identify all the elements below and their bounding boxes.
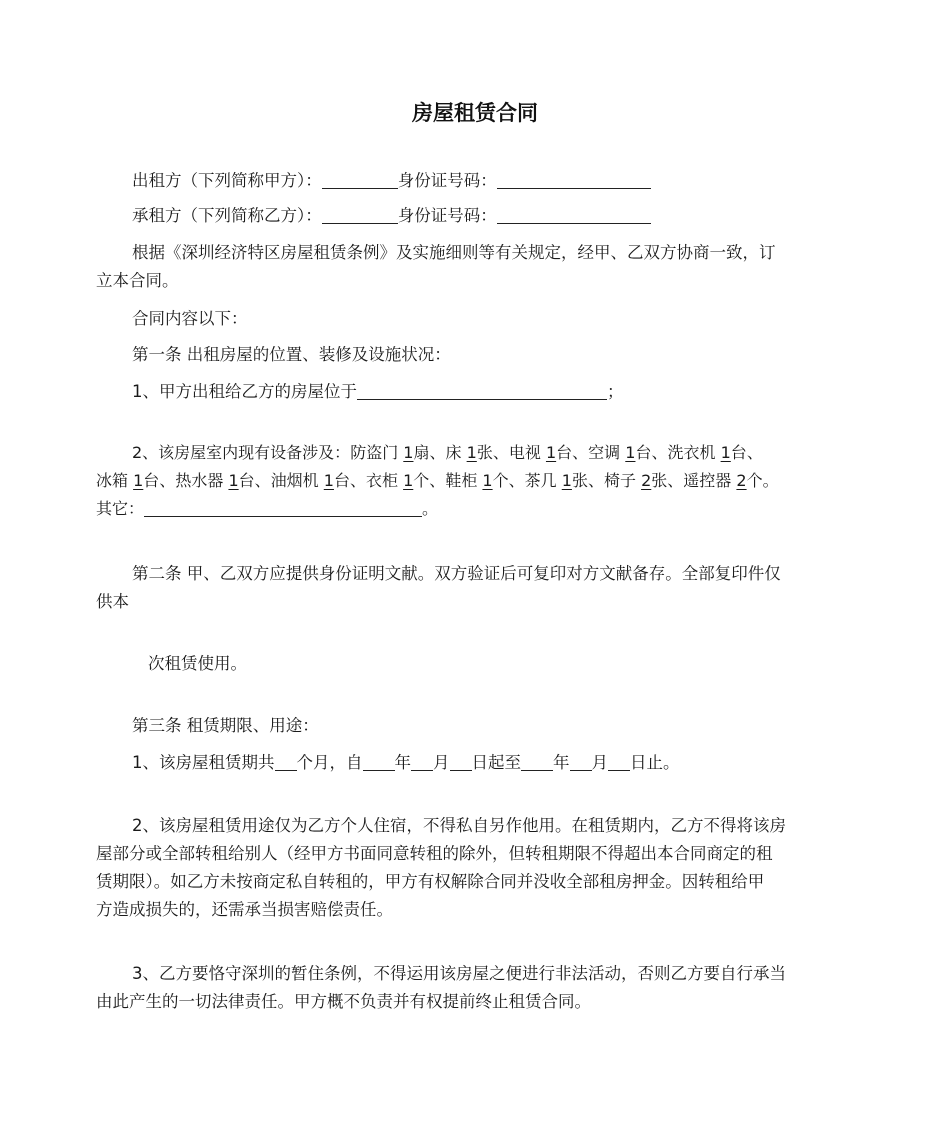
- equipment-name: 电视: [508, 443, 541, 462]
- equipment-name: 椅子: [603, 471, 636, 490]
- equipment-name: 遥控器: [683, 471, 732, 490]
- preamble-line: 根据《深圳经济特区房屋租赁条例》及实施细则等有关规定，经甲、乙双方协商一致，订: [132, 243, 776, 262]
- article2: [96, 560, 866, 616]
- equipment-qty: 1: [466, 443, 477, 462]
- equipment-item: [509, 443, 588, 462]
- equipment-qty: 1: [625, 443, 636, 462]
- equipment-name: 防盗门: [350, 443, 399, 462]
- equipment-name: 油烟机: [270, 471, 319, 490]
- end-year-blank[interactable]: [521, 753, 553, 771]
- equipment-qty: 2: [736, 471, 747, 490]
- equipment-name: 床: [445, 443, 462, 462]
- equipment-unit: 台: [730, 443, 747, 462]
- equipment-item: [175, 471, 270, 490]
- term-text: 年: [394, 753, 411, 772]
- equipment-unit: 台: [556, 443, 573, 462]
- term-text: 日止。: [630, 753, 680, 772]
- equipment-item: [446, 443, 509, 462]
- article2-line: 第二条 甲、乙双方应提供身份证明文献。双方验证后可复印对方文献备存。全部复印件仅: [132, 564, 781, 583]
- term-text: 1、该房屋租赁期共: [132, 753, 275, 772]
- contents-intro: [96, 305, 866, 333]
- equipment-item: [445, 471, 524, 490]
- equipment-name: 茶几: [524, 471, 557, 490]
- equipment-other-line: [96, 495, 866, 523]
- end-month-blank[interactable]: [570, 753, 592, 771]
- other-label: 其它：: [96, 499, 145, 518]
- start-day-blank[interactable]: [450, 753, 472, 771]
- article2-continued: [96, 650, 866, 678]
- equipment-qty: 1: [403, 443, 414, 462]
- term-text: 月: [433, 753, 450, 772]
- equipment-separator: 、: [349, 471, 366, 490]
- equipment-qty: 1: [545, 443, 557, 462]
- lessor-id-blank[interactable]: [497, 171, 651, 189]
- article3-item2: [96, 812, 866, 924]
- equipment-separator: 、: [159, 471, 176, 490]
- article3-item3-line: 由此产生的一切法律责任。甲方概不负责并有权提前终止租赁合同。: [96, 992, 591, 1011]
- equipment-separator: 、: [746, 443, 763, 462]
- preamble-line: 立本合同。: [96, 271, 179, 290]
- start-month-blank[interactable]: [411, 753, 433, 771]
- article2-line: 供本: [96, 592, 129, 611]
- lessor-id-label: 身份证号码：: [397, 171, 497, 190]
- equipment-separator: 、: [667, 471, 684, 490]
- equipment-item: [604, 471, 683, 490]
- article1-item1-end: ；: [607, 382, 624, 401]
- equipment-separator: 、: [429, 471, 446, 490]
- article3-item2-line: 方造成损失的，还需承当损害赔偿责任。: [96, 900, 393, 919]
- equipment-qty: 1: [403, 471, 414, 490]
- equipment-separator: 、: [651, 443, 668, 462]
- article3-item2-line: 屋部分或全部转租给别人（经甲方书面同意转租的除外，但转租期限不得超出本合同商定的租: [96, 844, 773, 863]
- equipment-item: [366, 471, 445, 490]
- article1-heading: [96, 341, 866, 369]
- equipment-separator: 、: [429, 443, 446, 462]
- term-months-blank[interactable]: [275, 753, 297, 771]
- article3-heading-text: 第三条 租赁期限、用途：: [132, 716, 319, 735]
- equipment-separator: 、: [492, 443, 509, 462]
- article3-item2-line: 2、该房屋租赁用途仅为乙方个人住宿，不得私自另作他用。在租赁期内，乙方不得将该房: [132, 816, 786, 835]
- lessor-label: 出租方（下列简称甲方）：: [132, 171, 322, 190]
- equipment-qty: 1: [228, 471, 239, 490]
- equipment-name: 洗衣机: [667, 443, 716, 462]
- property-location-blank[interactable]: [357, 382, 607, 400]
- equipment-unit: 台: [143, 471, 160, 490]
- equipment-name: 空调: [588, 443, 621, 462]
- article3-term: [96, 749, 866, 777]
- term-text: 年: [553, 753, 570, 772]
- end-day-blank[interactable]: [608, 753, 630, 771]
- equipment-unit: 张: [651, 471, 668, 490]
- equipment-name: 衣柜: [365, 471, 398, 490]
- start-year-blank[interactable]: [363, 753, 395, 771]
- other-equipment-blank[interactable]: [144, 499, 422, 517]
- equipment-unit: 台: [333, 471, 350, 490]
- article3-heading: [96, 712, 866, 740]
- equipment-line: [96, 467, 866, 495]
- equipment-line: [96, 439, 866, 467]
- equipment-qty: 1: [720, 443, 731, 462]
- equipment-intro: 2、该房屋室内现有设备涉及：: [132, 443, 351, 462]
- equipment-name: 热水器: [175, 471, 224, 490]
- lessee-id-blank[interactable]: [497, 206, 651, 224]
- equipment-item: [271, 471, 366, 490]
- article1-heading-text: 第一条 出租房屋的位置、装修及设施状况：: [132, 345, 451, 364]
- term-text: 个月，自: [296, 753, 363, 772]
- other-end: 。: [422, 499, 439, 518]
- equipment-item: [588, 443, 667, 462]
- equipment-separator: 、: [508, 471, 525, 490]
- equipment-unit: 个: [746, 471, 763, 490]
- article2-line: 次租赁使用。: [148, 654, 247, 673]
- contents-intro-text: 合同内容以下：: [132, 309, 248, 328]
- equipment-separator: 、: [572, 443, 589, 462]
- article1-item1-text: 1、甲方出租给乙方的房屋位于: [132, 382, 357, 401]
- lessee-id-label: 身份证号码：: [397, 206, 497, 225]
- equipment-item: [525, 471, 604, 490]
- lessee-label: 承租方（下列简称乙方）：: [132, 206, 322, 225]
- article3-item2-line: 赁期限）。如乙方未按商定私自转租的，甲方有权解除合同并没收全部租房押金。因转租给甲: [96, 872, 765, 891]
- article3-item3-line: 3、乙方要恪守深圳的暂住条例，不得运用该房屋之便进行非法活动，否则乙方要自行承当: [132, 964, 786, 983]
- lessor-line: [96, 167, 866, 195]
- equipment-separator: 。: [762, 471, 779, 490]
- term-text: 日起至: [471, 753, 521, 772]
- equipment-item: [668, 443, 763, 462]
- article1-item1: [96, 378, 866, 406]
- contract-title: 房屋租赁合同: [412, 101, 538, 125]
- article1-item2: [96, 439, 866, 523]
- equipment-unit: 个: [413, 471, 430, 490]
- equipment-unit: 台: [238, 471, 255, 490]
- equipment-qty: 1: [482, 471, 493, 490]
- equipment-separator: 、: [254, 471, 271, 490]
- equipment-item: [350, 443, 445, 462]
- equipment-unit: 张: [571, 471, 588, 490]
- equipment-qty: 1: [561, 471, 572, 490]
- equipment-unit: 台: [635, 443, 652, 462]
- equipment-name: 鞋柜: [445, 471, 478, 490]
- equipment-qty: 2: [641, 471, 652, 490]
- article3-item3: [96, 960, 866, 1016]
- equipment-qty: 1: [323, 471, 334, 490]
- equipment-item: [96, 471, 175, 490]
- equipment-unit: 个: [492, 471, 509, 490]
- equipment-item: [683, 471, 778, 490]
- equipment-unit: 扇: [413, 443, 430, 462]
- lessee-line: [96, 202, 866, 230]
- preamble: [96, 239, 866, 295]
- equipment-unit: 张: [476, 443, 493, 462]
- lessee-name-blank[interactable]: [322, 206, 398, 224]
- equipment-separator: 、: [587, 471, 604, 490]
- term-text: 月: [591, 753, 608, 772]
- equipment-name: 冰箱: [96, 471, 129, 490]
- lessor-name-blank[interactable]: [322, 171, 398, 189]
- equipment-qty: 1: [133, 471, 144, 490]
